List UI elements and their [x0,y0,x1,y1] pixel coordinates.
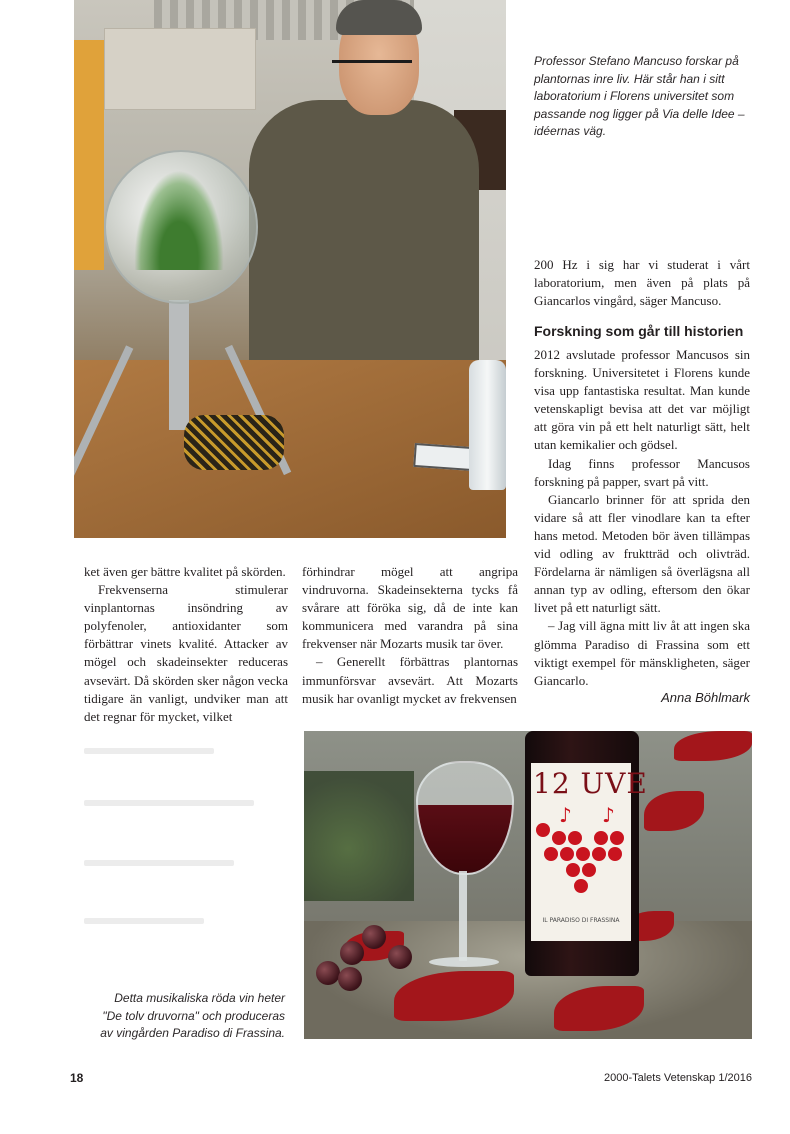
grape-icon [576,847,590,861]
grape-icon [594,831,608,845]
publication-footer: 2000-Talets Vetenskap 1/2016 [603,1072,752,1084]
hair [336,0,422,35]
grape-berry [340,941,364,965]
top-photo-caption: Professor Stefano Mancuso forskar på plantornas inre liv. Här står han i sitt laboratorium i Florens universitet som passande nog ligger på Via delle Idee – idéernas väg. [534,54,745,138]
grape-berry [362,925,386,949]
bottom-photo-caption: Detta musikaliska röda vin heter "De tolv druvorna" och produceras av vingården Paradiso di Frassina. [100,991,285,1040]
grape-icon [544,847,558,861]
show-through [84,860,234,866]
poster [74,40,104,270]
glasses [332,60,412,83]
grape-berry [338,967,362,991]
grape-icon [592,847,606,861]
grape-icon [568,831,582,845]
chain [184,415,284,470]
water-bottle [469,360,506,490]
paragraph: Frekvenserna stimulerar vinplantornas insöndring av polyfenoler, antioxidanter som förbättrar vinets kvalité. Attacker av mögel och skadeinsekter reduceras avsevärt. Då skörden sker någon vecka tidigare än vanligt, undviker man att det regnar för mycket, vilket [84,582,288,724]
author-byline: Anna Böhlmark [661,690,750,705]
red-leaf [644,791,704,831]
professor-figure [249,100,479,390]
music-note-icon: ♪ [559,803,572,827]
grape-icon [610,831,624,845]
right-column-intro [534,256,750,310]
wine-glass [416,761,514,875]
paragraph: – Generellt förbättras plantornas immunförsvar avsevärt. Att Mozarts musik har ovanligt mycket av frekvensen [302,654,518,706]
cardboard-boxes [104,28,256,110]
middle-column [302,563,518,708]
paragraph: 200 Hz i sig har vi studerat i vårt laboratorium, men även på plats på Giancarlos vingård, säger Mancuso. [534,257,750,309]
section-heading: Forskning som går till historien [534,323,744,339]
right-column-body [534,346,750,690]
paragraph: – Jag vill ägna mitt liv åt att ingen ska glömma Paradiso di Frassina som ett viktigt exempel för mänskligheten, säger Giancarlo. [534,618,750,688]
paragraph: Giancarlo brinner för att sprida den vidare så att fler vinodlare kan ta efter hans metod. Metoden bör även tillämpas vid odling av fruktträd och olivträd. Fördelarna är nämligen så överlägsna all annan typ av odling, eftersom den ökar livet på ett naturligt sätt. [534,491,750,616]
page-number: 18 [70,1071,84,1085]
grape-icon [560,847,574,861]
grape-icon [582,863,596,877]
red-leaf [674,731,752,761]
foliage [304,771,414,901]
grape-icon [574,879,588,893]
apparatus-stand [169,300,189,430]
show-through [84,800,254,806]
paragraph: 2012 avslutade professor Mancusos sin forskning. Universitetet i Florens kunde visa upp fantastiska resultat. Man kunde vetenskapligt bevisa att det var möjligt att göra vin på ett helt naturligt sätt, helt utan kemikalier och gödsel. [534,347,750,453]
grape-berry [388,945,412,969]
label-title: 12 UVE [533,767,648,800]
grape-icon [608,847,622,861]
lab-photo [74,0,506,538]
left-column [84,563,288,726]
grape-icon [536,823,550,837]
show-through [84,748,214,754]
wine-photo [304,731,752,1039]
label-producer: IL PARADISO DI FRASSINA [542,917,620,924]
grape-berry [316,961,340,985]
paragraph: förhindrar mögel att angripa vindruvorna. Skadeinsekterna tycks få svårare att föröka sig, då de inte kan kommunicera med varandra på sina frekvenser när Mozarts musik tar över. [302,564,518,652]
show-through [84,918,204,924]
grape-icon [552,831,566,845]
glass-stem [459,871,467,961]
paragraph: ket även ger bättre kvalitet på skörden. [84,564,286,579]
plant [134,170,224,270]
phone [413,443,474,471]
grape-icon [566,863,580,877]
paragraph: Idag finns professor Mancusos forskning på papper, svart på vitt. [534,455,750,489]
music-note-icon: ♪ [602,803,615,827]
glass-foot [429,957,499,967]
